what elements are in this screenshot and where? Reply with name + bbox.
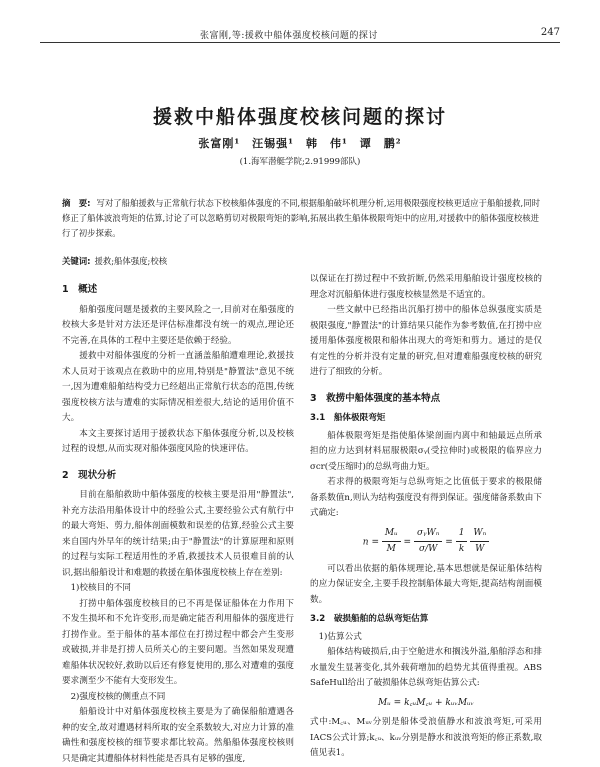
fraction: $\frac{\text{Mᵤ}}{M}$ (382, 526, 401, 558)
paragraph: 目前在船舶救助中船体强度的校核主要是沿用"静置法",补充方法沿用船体设计中的经验公式,主要经验公式有航行中的最大弯矩、剪力,船体剖面模数和误差的估算,经验公式主要来自国内外早年的统计结果;由于"静置法"的计算原理和原则的过程与实际工程适用性的矛盾,救援技术人员很难目前的认识,据出船船设计和难题的救援在船体强度校核上存在差别: (62, 490, 294, 578)
keywords (62, 255, 542, 267)
affiliation: (1.海军潜艇学院;2.91999部队) (239, 157, 361, 167)
page-number: 247 (540, 27, 560, 38)
paragraph: 船体结构破损后,由于空舱进水和搁浅外溢,船舶浮态和排水量发生显著变化,其外载荷增加的趋势尤其值得重视。ABS SafeHull给出了破损船体总纵弯矩估算公式: (310, 647, 542, 688)
section-3-1-heading: 3.1 船体极限弯矩 (310, 413, 386, 423)
paragraph: 打捞中船体强度校核目的已不再是保证船体在力作用下不发生损坏和不允许变形,而是确定能否利用船体的强度进行打捞作业。至于船体的基本部位在打捞过程中都会产生变形或破损,并非是打捞人员所关心的主要问题。当然如果发现遭难船体状况较好,救助以后还有修复使用的,那么对遭难的强度要求测至少不能有大变形发生。 (62, 598, 294, 686)
abstract-label: 摘 要: (62, 198, 91, 208)
equation-safety-factor (310, 526, 542, 558)
paragraph: 援救中对船体强度的分析一直涵盖船舶遭难理论,救援技术人员对于该观点在救助中的应用,特别是"静置法"意见不统一,因为遭难船舶结构受力已经超出正常航行状态的范围,传统强度校核方法与遭难的实际情况相差很大,结论的适用价值不大。 (62, 351, 294, 423)
fraction: $\frac{\text{Wₙ}}{W}$ (470, 526, 489, 558)
author-list: 张富刚¹ 汪锡强¹ 韩 伟¹ 谭 鹏² (198, 137, 402, 150)
paragraph: 一些文献中已经指出沉船打捞中的船体总纵强度实质是极限强度,"静置法"的计算结果只能作为参考数值,在打捞中应援用船体强度极限和船体出现大的弯矩和剪力。通过的是仅有定性的分析并没有定量的研究,但对遭难船强度校核的研究进行了细致的分析。 (310, 305, 542, 377)
paragraph: 若求得的极限弯矩与总纵弯矩之比值低于要求的极限储备系数值n,则认为结构强度没有得到保证。强度储备系数由下式确定: (310, 477, 542, 518)
section-1-heading: 1 概述 (62, 284, 98, 295)
equation-bending-moment: Mᵤ = k꜀ᵤM꜀ᵤ + kᵤᵥMᵤᵥ (378, 697, 474, 708)
fraction: $\frac{1}{k}$ (456, 526, 468, 558)
left-column (62, 272, 294, 767)
equals-sign: = (445, 537, 453, 547)
paper-title: 援救中船体强度校核问题的探讨 (152, 106, 447, 128)
paragraph: 本文主要探讨适用于援救状态下船体强度分析,以及校核过程的设想,从而实现对船体强度风险的快速评估。 (62, 428, 294, 454)
running-header (40, 26, 560, 43)
paragraph: 船船设计中对船体强度校核主要是为了确保船舶遭遇各种的安全,故对遭遇材料所取的安全系数较大,对应力计算的准确性和强度校核的细节要求都比较高。然船船体强度校核则只是确定其遭船体材料性能是否具有足够的强度, (62, 707, 294, 764)
keywords-text: 援救;船体强度;校核 (94, 256, 168, 266)
running-title: 张富刚,等:援救中船体强度校核问题的探讨 (200, 31, 378, 41)
paragraph: 可以看出依据的船体规理论,基本思想就是保证船体结构的应力保证安全,主要手段控制船体最大弯矩,提高结构剖面模数。 (310, 563, 542, 605)
abstract-text: 写对了船舶援救与正常航行状态下校核船体强度的不同,根据船舶破坏机理分析,运用极限强度校核更适应于船舶援救,同时修正了船体波浪弯矩的估算,讨论了可以忽略剪切对极限弯矩的影响,拓展出救生船体极限弯矩中的应用,对援救中的船体强度校核进行了初步探索。 (62, 198, 540, 238)
paragraph: 式中:M꜀ᵤ、Mᵤᵥ分别是船体受浪值静水和波浪弯矩,可采用IACS公式计算;k꜀ᵤ、kᵤᵥ分别是静水和波浪弯矩的修正系数,取值见表1。 (310, 717, 542, 758)
equation-lhs: n = (362, 537, 379, 547)
paragraph: 船体极限弯矩是指使船体梁剖面内离中和轴最远点所承担的应力达到材料屈服极限σᵧ(受拉伸时)或极限的临界应力σcr(受压缩时)的总纵弯曲力矩。 (310, 430, 542, 472)
abstract (62, 196, 542, 241)
list-item: 2)强度校核的侧重点不同 (70, 691, 166, 702)
paragraph: 以保证在打捞过程中不致折断,仍然采用船舶设计强度校核的理念对沉船船体进行强度校核显然是不适宜的。 (310, 274, 542, 300)
fraction: $\frac{\text{σᵧWₙ}}{\sigma/W}$ (414, 526, 442, 558)
right-column (310, 272, 542, 762)
equals-sign: = (403, 537, 412, 547)
section-2-heading: 2 现状分析 (62, 469, 117, 481)
section-3-heading: 3 救捞中船体强度的基本特点 (310, 392, 441, 404)
list-item: 1)估算公式 (318, 631, 362, 642)
paragraph: 船舶强度问题是援救的主要风险之一,目前对在船强度的校核大多是针对方法还是评估标准都没有统一的观点,理论还不完善,在具体的工程中主要还是依赖于经验。 (62, 304, 294, 346)
section-3-2-heading: 3.2 破损船舶的总纵弯矩估算 (310, 614, 429, 624)
keywords-label: 关键词: (62, 256, 91, 266)
list-item: 1)校核目的不同 (70, 583, 131, 593)
